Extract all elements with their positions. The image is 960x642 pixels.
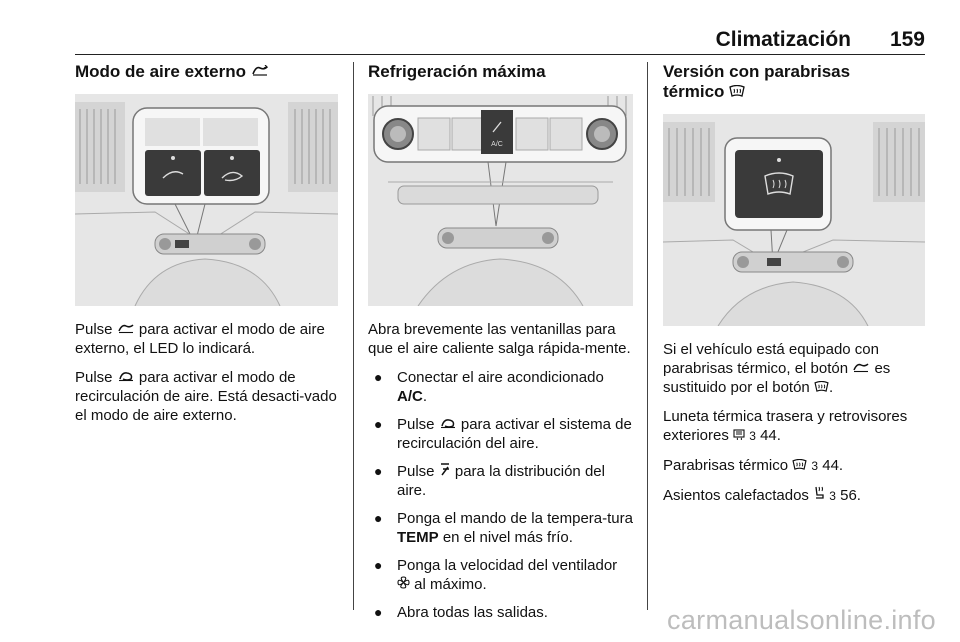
paragraph-heated-windscreen-version: Si el vehículo está equipado con parabrisas térmico, el botón es sustituido por el botón .: [663, 341, 891, 396]
list-item: ● Pulse para la distribución del aire.: [374, 463, 605, 499]
outside-air-icon: [251, 62, 269, 82]
column-divider: [647, 62, 648, 610]
column-divider: [353, 62, 354, 610]
outside-air-icon: [117, 320, 135, 339]
page-reference-arrow: 3: [829, 489, 836, 503]
heated-windscreen-icon: [814, 378, 829, 397]
air-distribution-icon: [439, 462, 451, 481]
paragraph-outside-air-on: Pulse para activar el modo de aire externo, el LED lo indicará.: [75, 321, 325, 357]
column-outside-air: [75, 62, 338, 435]
paragraph-heated-seats: Asientos calefactados 3 56.: [663, 487, 861, 504]
list-item: ● Pulse para activar el sistema de recirculación del aire.: [374, 416, 632, 452]
page-header: [75, 24, 925, 55]
fan-icon: [397, 575, 410, 594]
recirculation-icon: [117, 368, 135, 387]
panel-ac-label: A/C: [491, 141, 503, 148]
list-item: ● Conectar el aire acondicionado A/C.: [374, 369, 604, 405]
heated-seat-icon: [813, 486, 825, 505]
heated-windscreen-icon: [792, 456, 807, 475]
illustration-outside-air-panel: [75, 94, 338, 306]
paragraph-intro: Abra brevemente las ventanillas para que el aire caliente salga rápida-mente.: [368, 321, 631, 357]
illustration-climate-panel: [368, 94, 633, 306]
section-title: Climatización: [715, 28, 851, 51]
list-item: ● Ponga el mando de la tempera-tura TEMP en el nivel más frío.: [374, 510, 633, 546]
list-item: ● Abra todas las salidas.: [374, 604, 548, 621]
heading-max-cooling: Refrigeración máxima: [368, 62, 546, 81]
bullet-list: [368, 368, 633, 622]
paragraph-heated-windscreen: Parabrisas térmico 3 44.: [663, 457, 844, 474]
list-item: ● Ponga la velocidad del ventilador al máximo.: [374, 557, 618, 593]
column-heated-windscreen: [663, 62, 928, 516]
recirculation-icon: [439, 415, 457, 434]
watermark: carmanualsonline.info: [667, 605, 936, 635]
paragraph-rear-window-heating: Luneta térmica trasera y retrovisores exteriores 3 44.: [663, 408, 908, 444]
page-reference-arrow: 3: [749, 429, 756, 443]
heading-heated-windscreen: Versión con parabrisas térmico: [663, 62, 851, 101]
page-reference[interactable]: 56.: [840, 487, 861, 504]
outside-air-icon: [852, 359, 870, 378]
page-reference-arrow: 3: [811, 459, 819, 473]
heading-outside-air: Modo de aire externo: [75, 62, 338, 82]
page-reference[interactable]: 44.: [760, 427, 781, 444]
heated-windscreen-icon: [729, 82, 745, 102]
rear-window-heating-icon: [733, 426, 745, 445]
page-reference[interactable]: 44.: [822, 457, 844, 474]
illustration-heated-windscreen-panel: [663, 114, 925, 326]
page-number: 159: [889, 28, 925, 51]
column-max-cooling: [368, 62, 633, 631]
paragraph-recirculation-on: Pulse para activar el modo de recirculación de aire. Está desacti-vado el modo de aire externo.: [75, 369, 337, 424]
